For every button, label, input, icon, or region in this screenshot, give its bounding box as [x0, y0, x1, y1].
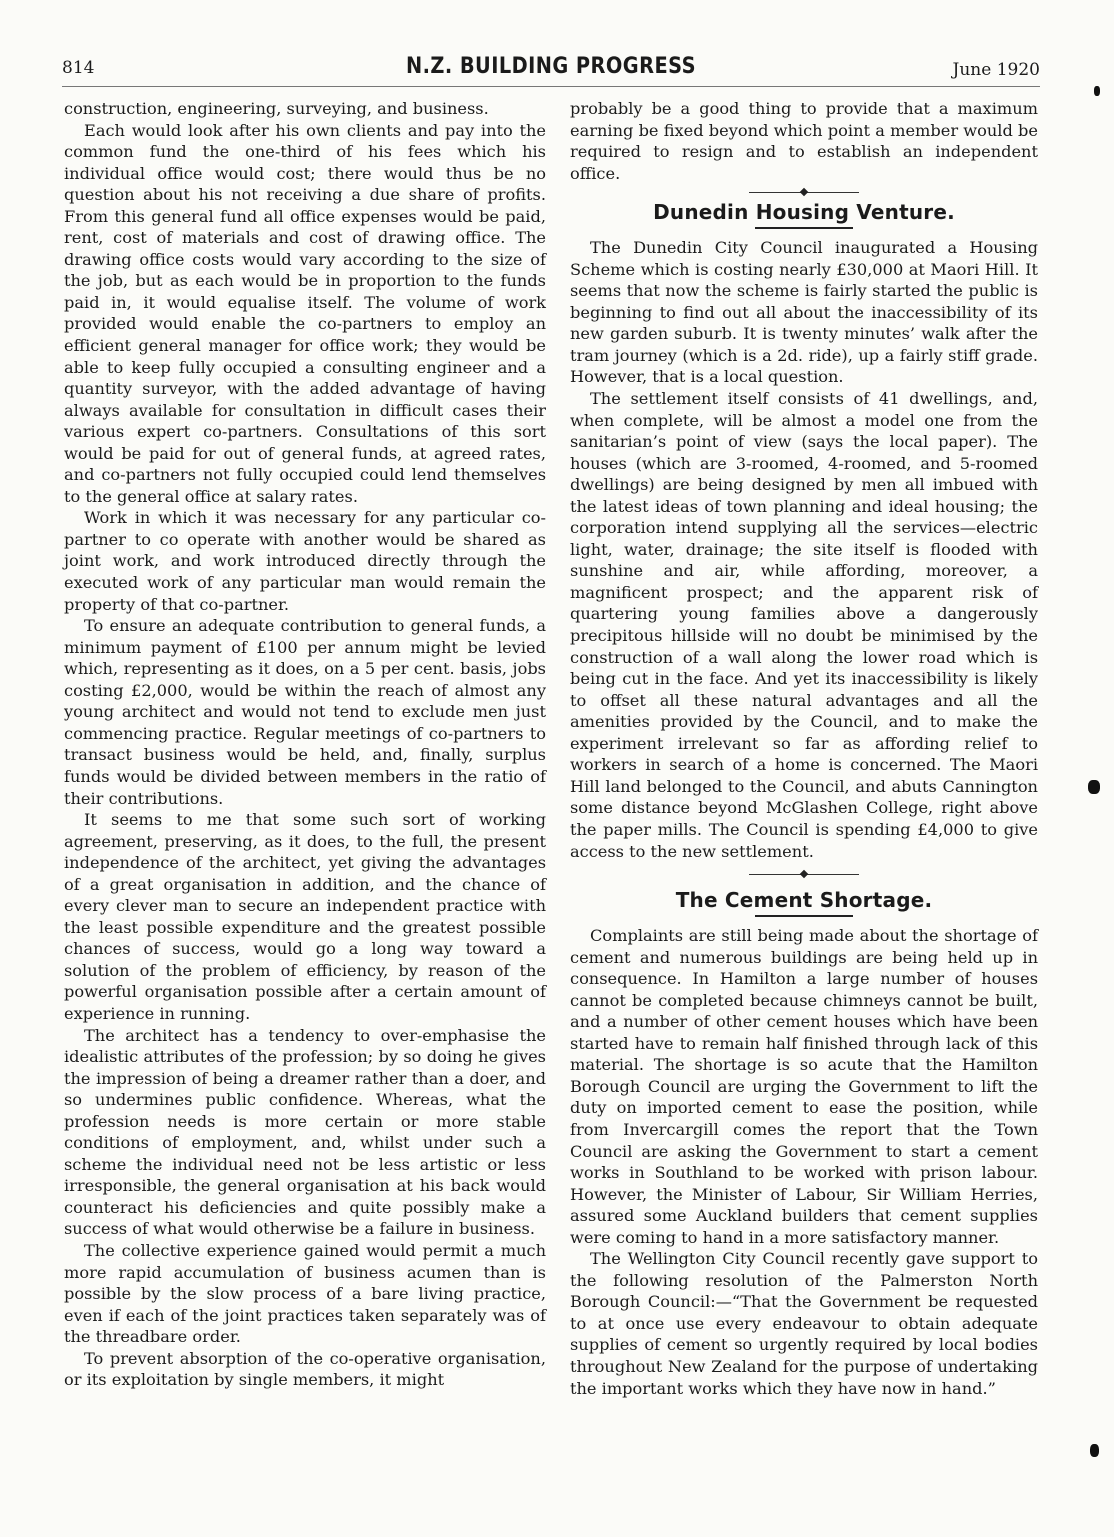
paragraph: The collective experience gained would permit a much more rapid accumulation of business acumen than is possible by the slow process of a bare living practice, even if each of the joint practices taken separately was of the threadbare order.	[64, 1240, 546, 1347]
journal-title: N.Z. BUILDING PROGRESS	[405, 54, 697, 79]
divider-ornament	[800, 870, 808, 878]
section-divider	[570, 184, 1038, 200]
paragraph: The Wellington City Council recently gave support to the following resolution of the Palmerston North Borough Council:—“That the Government be requested to at once use every endeavour to obtain adequate supplies of cement so urgently required by local bodies throughout New Zealand for the purpose of undertaking the important works which they have now in hand.”	[570, 1249, 1038, 1398]
article-title: Dunedin Housing Venture.	[653, 200, 955, 225]
paragraph: To ensure an adequate contribution to general funds, a minimum payment of £100 per annum might be levied which, representing as it does, on a 5 per cent. basis, jobs costing £2,000, would be within the reach of almost any young architect and would not tend to exclude men just commencing practice. Regular meetings of co-partners to transact business would be held, and, finally, surplus funds would be divided between members in the ratio of their contributions.	[64, 616, 546, 808]
paragraph: It seems to me that some such sort of working agreement, preserving, as it does, to the full, the present independence of the architect, yet giving the advantages of a great organisation in addition, and the chance of every clever man to secure an independent practice with the least possible expenditure and the greatest possible chances of success, would go a long way toward a solution of the problem of efficiency, by reason of the powerful organisation possible after a certain amount of experience in running.	[64, 810, 546, 1023]
section-divider	[570, 866, 1038, 882]
scan-ink-mark	[1090, 1444, 1099, 1457]
paragraph: The Dunedin City Council inaugurated a Housing Scheme which is costing nearly £30,000 at Maori Hill. It seems that now the scheme is fairly started the public is beginning to find out all about the inaccessibility of its new garden suburb. It is twenty minutes’ walk after the tram journey (which is a 2d. ride), up a fairly stiff grade. However, that is a local question.	[570, 238, 1038, 387]
paragraph: Complaints are still being made about the shortage of cement and numerous buildings are being held up in consequence. In Hamilton a large number of houses cannot be completed because chimneys cannot be built, and a number of other cement houses which have been started have to remain half finished through lack of this material. The shortage is so acute that the Hamilton Borough Council are urging the Government to lift the duty on imported cement to ease the position, while from Invercargill comes the report that the Town Council are asking the Government to start a cement works in Southland to be worked with prison labour. However, the Minister of Labour, Sir William Herries, assured some Auckland builders that cement supplies were coming to hand in a more satisfactory manner.	[570, 926, 1038, 1247]
left-column	[64, 98, 546, 1391]
article-title: The Cement Shortage.	[675, 888, 933, 913]
page-header	[62, 56, 1040, 86]
article-cement-shortage	[570, 888, 1038, 1399]
header-rule	[62, 86, 1040, 87]
page-number: 814	[62, 58, 95, 78]
title-underline	[755, 915, 853, 917]
paragraph: construction, engineering, surveying, and business.	[64, 99, 489, 118]
paragraph: Work in which it was necessary for any particular co-partner to co operate with another would be shared as joint work, and work introduced directly through the executed work of any particular man would remain the property of that co-partner.	[64, 508, 546, 614]
paragraph: Each would look after his own clients and pay into the common fund the one-third of his fees which his individual office would cost; there would thus be no question about his not receiving a due share of profits. From this general fund all office expenses would be paid, rent, cost of materials and cost of drawing office. The drawing office costs would vary according to the size of the job, but as each would be in proportion to the funds paid in, it would equalise itself. The volume of work provided would enable the co-partners to employ an efficient general manager for office work; they would be able to keep fully occupied a consulting engineer and a quantity surveyor, with the added advantage of having always available for consultation in difficult cases their various expert co-partners. Consultations of this sort would be paid for out of general funds, at agreed rates, and co-partners not fully occupied could lend themselves to the general office at salary rates.	[64, 120, 546, 506]
right-column	[570, 98, 1038, 1399]
paragraph: The architect has a tendency to over-emphasise the idealistic attributes of the profession; by so doing he gives the impression of being a dreamer rather than a doer, and so undermines public confidence. Whereas, what the profession needs is more certain or more stable conditions of employment, and, whilst under such a scheme the individual need not be less artistic or less irresponsible, the general organisation at his back would counteract his deficiencies and quite possibly make a success of what would otherwise be a failure in business.	[64, 1025, 546, 1239]
paragraph: The settlement itself consists of 41 dwellings, and, when complete, will be almost a model one from the sanitarian’s point of view (says the local paper). The houses (which are 3-roomed, 4-roomed, and 5-roomed dwellings) are being designed by men all imbued with the latest ideas of town planning and ideal housing; the corporation intend supplying all the services—electric light, water, drainage; the site itself is flooded with sunshine and air, while affording, moreover, a magnificent prospect; and the apparent risk of quartering young families above a dangerously precipitous hillside will no doubt be minimised by the construction of a wall along the lower road which is being cut in the face. And yet its inaccessibility is likely to offset all these natural advantages and all the amenities provided by the Council, and to make the experiment irrelevant so far as affording relief to workers in search of a home is concerned. The Maori Hill land belonged to the Council, and abuts Cannington some distance beyond McGlashen College, right above the paper mills. The Council is spending £4,000 to give access to the new settlement.	[570, 389, 1038, 861]
paragraph: To prevent absorption of the co-operative organisation, or its exploitation by single members, it might	[64, 1348, 546, 1390]
divider-ornament	[800, 188, 808, 196]
issue-date: June 1920	[952, 60, 1040, 80]
title-underline	[755, 227, 853, 229]
continuation-paragraph: probably be a good thing to provide that a maximum earning be fixed beyond which point a member would be required to resign and to establish an independent office.	[570, 99, 1038, 183]
scan-ink-mark	[1094, 86, 1100, 96]
scan-ink-mark	[1088, 780, 1100, 794]
article-dunedin-housing	[570, 200, 1038, 862]
